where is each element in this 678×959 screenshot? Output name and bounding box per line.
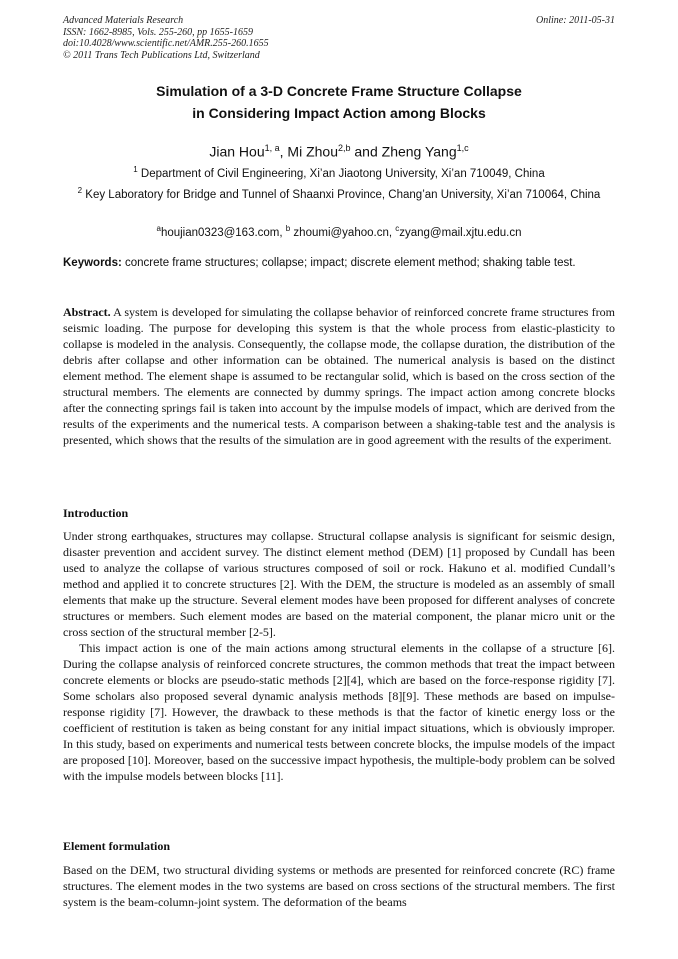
- title-line-2: in Considering Impact Action among Blocks: [192, 105, 486, 121]
- paragraph: Based on the DEM, two structural dividing systems or methods are presented for reinforced concrete (RC) frame structures. The element modes in the two systems are based on cross sections of the structural members. The first system is the beam-column-joint system. The deformation of the beams: [63, 863, 615, 909]
- affiliation-2: [63, 183, 615, 203]
- abstract-label: Abstract.: [63, 305, 111, 319]
- affiliation-mark: 2: [77, 186, 83, 195]
- email-mark: a: [156, 224, 161, 233]
- affiliation-1: [63, 162, 615, 182]
- keywords-label: Keywords:: [63, 257, 122, 269]
- author-list: [63, 138, 615, 162]
- email-mark: c: [395, 224, 400, 233]
- title-line-1: Simulation of a 3-D Concrete Frame Structure Collapse: [156, 83, 522, 99]
- issn-line: ISSN: 1662-8985, Vols. 255-260, pp 1655-1659: [63, 26, 253, 38]
- section-heading-element-formulation: Element formulation: [63, 839, 170, 853]
- abstract-text: A system is developed for simulating the collapse behavior of reinforced concrete frame structures from seismic loading. The purpose for developing this system is that the whole process from elastic-plasticity to collapse is modeled in the analysis. Consequently, the collapse mode, the collapse duration, the distribution of the debris after collapse and other information can be obtained. The numerical analysis is based on the distinct element method. The element shape is assumed to be rectangular solid, which is based on the cross section of the structural members. The elements are connected by dummy springs. The impact action among concrete blocks after the connecting springs fail is taken into account by the impulse models of impact, which are derived from the results of the experiments and the numerical tests. A comparison between a shaking-table test and the analysis is presented, which shows that the results of the simulation are in good agreement with the results of the experiment.: [63, 305, 615, 447]
- section-heading-introduction: Introduction: [63, 506, 129, 520]
- journal-header: [63, 15, 615, 61]
- author-emails: [63, 221, 615, 241]
- copyright-line: © 2011 Trans Tech Publications Ltd, Switzerland: [63, 49, 260, 61]
- introduction-body: [63, 528, 615, 784]
- email-mark: b: [285, 224, 291, 233]
- keywords-text: concrete frame structures; collapse; impact; discrete element method; shaking table test.: [121, 257, 576, 269]
- abstract: [63, 304, 615, 448]
- author-separator: and: [350, 143, 382, 160]
- paper-title: [63, 80, 615, 124]
- author-name: Mi Zhou: [287, 143, 338, 160]
- email-link[interactable]: zhoumi@yahoo.cn,: [290, 226, 396, 239]
- author-affiliation-mark: 1,c: [456, 143, 469, 153]
- affiliation-text: Department of Civil Engineering, Xi’an Jiaotong University, Xi’an 710049, China: [137, 167, 545, 180]
- author-affiliation-mark: 1, a: [264, 143, 280, 153]
- affiliation-mark: 1: [133, 165, 138, 174]
- element-formulation-body: [63, 862, 615, 910]
- email-link[interactable]: zyang@mail.xjtu.edu.cn: [399, 226, 522, 239]
- author-name: Zheng Yang: [381, 143, 457, 160]
- email-link[interactable]: houjian0323@163.com,: [160, 226, 286, 239]
- affiliation-text: Key Laboratory for Bridge and Tunnel of Shaanxi Province, Chang’an University, Xi’an 710064, China: [82, 188, 601, 201]
- paragraph: Under strong earthquakes, structures may collapse. Structural collapse analysis is significant for seismic design, disaster prevention and accident survey. The distinct element method (DEM) [1] proposed by Cundall has been used to analyze the collapse of various structures composed of soil or rock. Hakuno et al. modified Cundall’s method and applied it to concrete structures [2]. With the DEM, the structure is modeled as an assembly of small elements that make up the structure. Several element modes have been proposed for different analyses of concrete structures or members. Such element modes are based on the material component, the planar micro unit or the cross section of the structural member [2-5].: [63, 529, 615, 639]
- journal-name: Advanced Materials Research: [63, 15, 184, 26]
- author-name: Jian Hou: [209, 143, 265, 160]
- paragraph: This impact action is one of the main actions among structural elements in the collapse of a structure [6]. During the collapse analysis of reinforced concrete structures, the common methods that treat the impact between concrete elements or blocks are pseudo-static methods [2][4], which are based on the force-response rigidity [7]. Some scholars also proposed several dynamic analysis methods [8][9]. These methods are based on impulse-response rigidity [7]. However, the drawback to these methods is that the factor of kinetic energy loss or the coefficient of restitution is taken as being constant for any initial impact situations, which is obviously improper. In this study, based on experiments and numerical tests between concrete blocks, the impulse models of the impact are proposed [10]. Moreover, based on the successive impact hypothesis, the multiple-body problem can be solved with the impulse models between blocks [11].: [63, 641, 615, 783]
- doi-line[interactable]: doi:10.4028/www.scientific.net/AMR.255-260.1655: [63, 38, 269, 49]
- author-affiliation-mark: 2,b: [337, 143, 351, 153]
- online-date: Online: 2011-05-31: [536, 15, 615, 26]
- keywords: [63, 256, 615, 271]
- author-separator: ,: [279, 143, 288, 160]
